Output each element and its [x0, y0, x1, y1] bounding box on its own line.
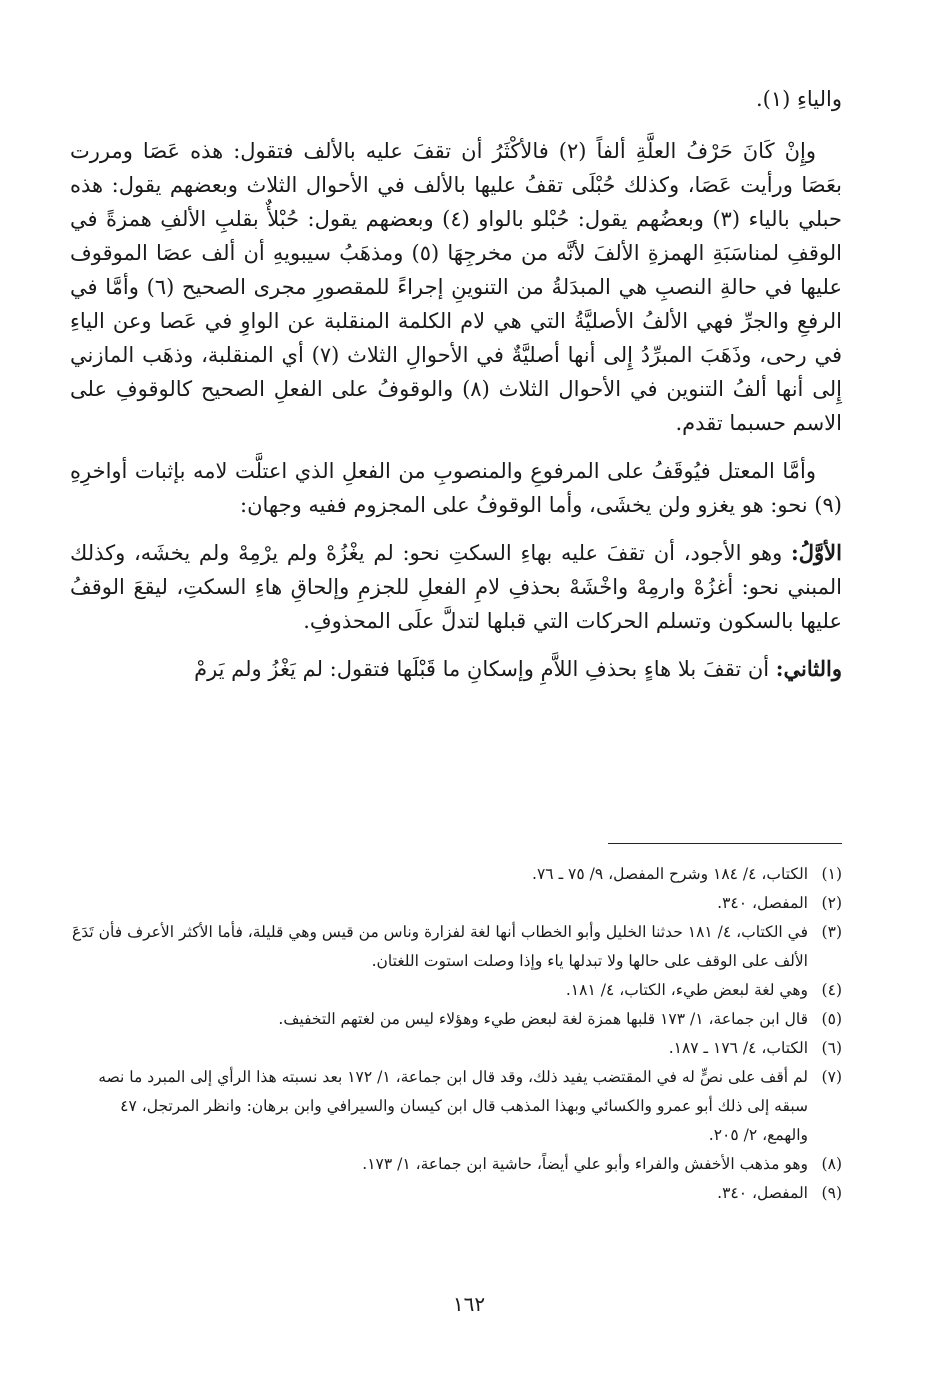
- page-number: ١٦٢: [452, 1292, 486, 1316]
- footnote-number: (٦): [821, 1039, 842, 1057]
- footnote-number: (٥): [821, 1010, 842, 1028]
- footnote-text: المفصل، ٣٤٠.: [717, 1184, 808, 1202]
- footnote-divider: [608, 843, 842, 844]
- footnote-number: (٤): [821, 981, 842, 999]
- footnote: [70, 1179, 842, 1208]
- footnote-number: (٩): [821, 1184, 842, 1202]
- footnote: [70, 1034, 842, 1063]
- footnote-text: المفصل، ٣٤٠.: [717, 894, 808, 912]
- second-term: والثاني:: [775, 656, 842, 681]
- footnote-number: (٧): [821, 1068, 842, 1086]
- footnote-text: لم أقف على نصٍّ له في المقتضب يفيد ذلك، وقد قال ابن جماعة، ١/ ١٧٢ بعد نسبته هذا الرأي إلى المبرد ما نصه سبقه إلى ذلك أبو عمرو والكسائي وبهذا المذهب قال ابن كيسان والسيرافي وابن برهان: وانظر المرتجل، ٤٧ والهمع، ٢/ ٢٠٥.: [98, 1068, 808, 1144]
- paragraph-2: وإِنْ كَانَ حَرْفُ العلَّةِ ألفاً (٢) فالأكْثَرُ أن تقفَ عليه بالألف فتقول: هذه عَصَا ومررت بعَصَا ورأيت عَصَا، وكذلك حُبْلَى تقفُ عليها بالألف في الأحوال الثلاث وبعضهم يقول: هذه حبلي بالياء (٣) وبعضُهم يقول: حُبْلو بالواو (٤) وبعضهم يقول: حُبْلأٌ بقلبِ الألفِ همزةً في الوقفِ لمناسَبَةِ الهمزةِ الألفَ لأنَّه من مخرجِهَا (٥) ومذهَبُ سيبويهِ أن ألف عصَا الموقوف عليها في حالةِ النصبِ هي المبدَلةُ من التنوينِ إجراءً للمقصورِ مجرى الصحيح (٦) وأمَّا في الرفعِ والجرِّ فهي الألفُ الأصليَّةُ التي هي لام الكلمة المنقلبة عن الواوِ في عَصا وعن الياءِ في رحى، وذَهَبَ المبرِّدُ إِلى أنها أصليَّةٌ في الأحوالِ الثلاث (٧) أي المنقلبة، وذهَب المازني إِلى أنها ألفُ التنوين في الأحوال الثلاث (٨) والوقوفُ على الفعلِ الصحيح كالوقوفِ على الاسم حسبما تقدم.: [70, 139, 842, 435]
- footnote: [70, 889, 842, 918]
- first-term: الأوَّلُ:: [791, 540, 842, 565]
- paragraph-1: والياءِ (١).: [755, 87, 842, 111]
- main-text: [70, 82, 842, 686]
- footnote-number: (٨): [821, 1155, 842, 1173]
- footnote-number: (٣): [821, 923, 842, 941]
- footnote-text: الكتاب، ٤/ ١٧٦ ـ ١٨٧.: [668, 1039, 808, 1057]
- footnote-text: قال ابن جماعة، ١/ ١٧٣ قلبها همزة لغة لبعض طيء وهؤلاء ليس من لغتهم التخفيف.: [278, 1010, 808, 1028]
- footnote: [70, 1063, 842, 1150]
- footnote-number: (١): [821, 865, 842, 883]
- footnote-text: وهو مذهب الأخفش والفراء وأبو علي أيضاً، حاشية ابن جماعة، ١/ ١٧٣.: [362, 1155, 808, 1173]
- paragraph-5: [70, 652, 842, 686]
- paragraph-4: [70, 536, 842, 638]
- footnote-text: في الكتاب، ٤/ ١٨١ حدثنا الخليل وأبو الخطاب أنها لغة لفزارة وناس من قيس وهي قليلة، فأما الأكثر الأعرف فأن تَدَعَ الألف على الوقف على حالها ولا تبدلها ياء وإذا وصلت استوت اللغتان.: [72, 923, 808, 970]
- paragraph-5-text: أن تقفَ بلا هاءٍ بحذفِ اللاَّمِ وإسكانِ ما قَبْلَها فتقول: لم يَغْزُ ولم يَرمْ: [194, 657, 770, 681]
- footnote: [70, 918, 842, 976]
- footnote: [70, 860, 842, 889]
- footnote-number: (٢): [821, 894, 842, 912]
- footnote: [70, 976, 842, 1005]
- footnote-text: وهي لغة لبعض طيء، الكتاب، ٤/ ١٨١.: [565, 981, 808, 999]
- footnote-text: الكتاب، ٤/ ١٨٤ وشرح المفصل، ٩/ ٧٥ ـ ٧٦.: [532, 865, 808, 883]
- footnotes: [70, 860, 842, 1208]
- footnote: [70, 1150, 842, 1179]
- paragraph-3: وأمَّا المعتل فيُوقَفُ على المرفوعِ والمنصوبِ من الفعلِ الذي اعتلَّت لامه بإثبات أواخرِهِ (٩) نحو: هو يغزو ولن يخشَى، وأما الوقوفُ على المجزوم ففيه وجهان:: [70, 459, 842, 517]
- page-body: [70, 82, 842, 700]
- paragraph-4-text: وهو الأجود، أن تقفَ عليه بهاءِ السكتِ نحو: لم يغْزُهْ ولم يرْمِهْ ولم يخشَه، وكذلك المبني نحو: أغزُهْ وارمِهْ واخْشَهْ بحذفِ لامِ الفعلِ للجزمِ وإلحاقِ هاءِ السكتِ، ليقعَ الوقفُ عليها بالسكون وتسلم الحركات التي قبلها لتدلَّ علَى المحذوفِ.: [70, 541, 842, 633]
- footnote: [70, 1005, 842, 1034]
